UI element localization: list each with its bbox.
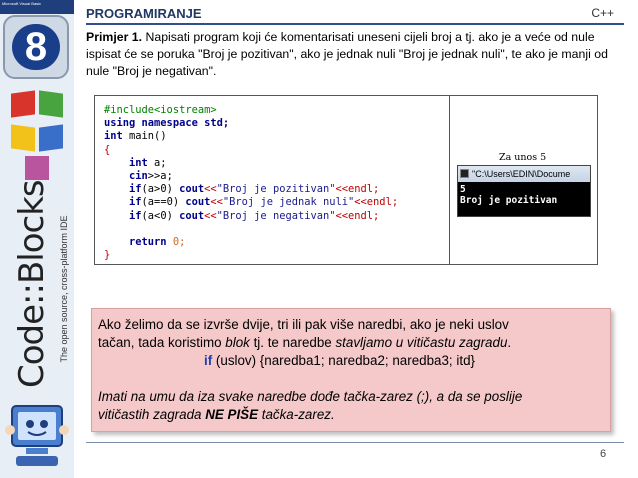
code-token: main() xyxy=(122,130,167,143)
sidebar-top-label: Microsoft Visual Basic xyxy=(0,0,74,14)
task-label: Primjer 1. xyxy=(86,30,143,44)
console-output xyxy=(460,184,557,206)
chapter-badge xyxy=(3,15,69,79)
note-box xyxy=(91,308,611,432)
code-keyword: cout xyxy=(185,196,211,209)
code-table xyxy=(94,95,598,265)
code-keyword: if xyxy=(129,196,142,209)
code-string: "Broj je pozitivan" xyxy=(216,183,336,196)
slide-title: PROGRAMIRANJE xyxy=(86,6,202,21)
code-keyword: cout xyxy=(179,183,205,196)
slide-header xyxy=(86,6,626,22)
code-keyword: int xyxy=(104,156,148,169)
code-line: #include<iostream> xyxy=(104,104,217,116)
code-brace: { xyxy=(104,143,111,156)
code-keyword: cin xyxy=(104,170,148,183)
console-output-line: Broj je pozitivan xyxy=(460,195,558,206)
code-token: (a<0) xyxy=(141,209,173,222)
codeblocks-brand xyxy=(2,180,72,392)
code-keyword: using namespace xyxy=(104,117,198,130)
code-keyword: if xyxy=(129,209,142,222)
note-line: vitičastih zagrada NE PIŠE tačka-zarez. xyxy=(98,407,335,422)
code-token: std; xyxy=(197,117,230,130)
codeblocks-logo-icon xyxy=(8,86,66,190)
note-line: Imati na umu da iza svake naredbe dođe tačka-zarez (;), a da se poslije xyxy=(98,389,523,404)
code-keyword: int xyxy=(104,130,123,143)
code-keyword: cout xyxy=(179,209,205,222)
language-label: C++ xyxy=(591,6,614,20)
code-keyword: return xyxy=(129,236,167,249)
code-token: <<endl; xyxy=(354,196,399,209)
console-input-line: 5 xyxy=(460,184,466,195)
header-divider xyxy=(86,23,624,25)
code-token: <<endl; xyxy=(335,183,380,196)
task-description xyxy=(86,29,630,80)
task-text: Napisati program koji će komentarisati uneseni cijeli broj a tj. ako je a veće od nule ispisat će se poruka "Broj je pozitivan", ako je jednak nuli "Broj je jednak nuli", te ako je manji od nule "Broj je negativan". xyxy=(86,30,608,78)
console-titlebar xyxy=(458,166,590,182)
code-token: <<endl; xyxy=(335,209,380,222)
code-brace: } xyxy=(104,249,111,262)
code-token: (a==0) xyxy=(141,196,180,209)
code-listing: #include<iostream> using namespace std; int main() { int a; cin>>a; if(a>0) cout<<"Broj je pozitivan"<<endl; if(a==0) cout<<"Broj je jednak nuli"<<endl; if(a<0) cout<<"Broj je negativan"<<endl; return 0; } xyxy=(104,104,399,262)
sidebar xyxy=(0,0,74,478)
brand-tagline: The open source, cross-platform IDE xyxy=(59,215,69,363)
console-title: "C:\Users\EDIN\Docume xyxy=(472,169,571,179)
code-token: a; xyxy=(147,156,167,169)
note-syntax-line: if (uslov) {naredba1; naredba2; naredba3; itd} xyxy=(204,353,475,368)
console-icon xyxy=(460,169,469,178)
code-keyword: if xyxy=(129,183,142,196)
code-string: "Broj je negativan" xyxy=(216,209,336,222)
code-token: 0; xyxy=(166,236,186,249)
note-line: Ako želimo da se izvrše dvije, tri ili pak više naredbi, ako je neki uslov xyxy=(98,317,509,332)
page-number: 6 xyxy=(600,448,607,460)
code-token: >>a; xyxy=(147,170,173,183)
chapter-number: 8 xyxy=(12,24,60,70)
table-divider xyxy=(449,96,450,264)
code-string: "Broj je jednak nuli" xyxy=(222,196,355,209)
code-token: (a>0) xyxy=(141,183,173,196)
footer-divider xyxy=(86,442,624,443)
computer-mascot-icon xyxy=(4,400,70,474)
note-line: tačan, tada koristimo blok tj. te naredbe stavljamo u vitičastu zagradu. xyxy=(98,335,512,350)
console-window xyxy=(457,165,591,217)
brand-name: Code::Blocks xyxy=(12,180,52,388)
example-caption: Za unos 5 xyxy=(499,152,547,163)
